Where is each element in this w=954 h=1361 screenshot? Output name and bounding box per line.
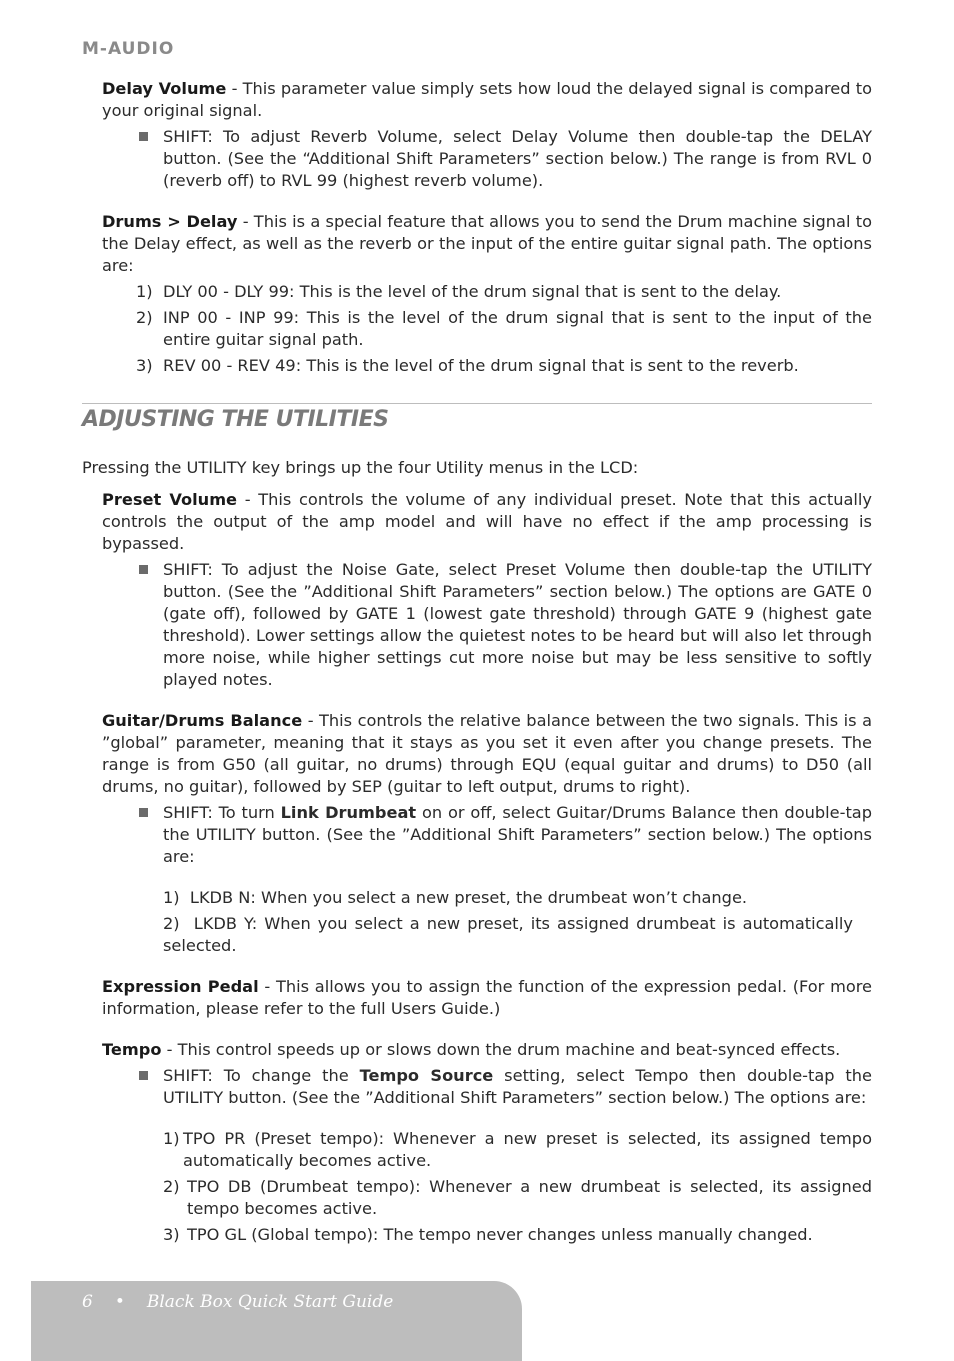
drums-delay-paragraph <box>102 211 872 277</box>
guitar-drums-paragraph <box>102 710 872 798</box>
tempo-shift-b: setting, select Tempo then double-tap the UTILITY button. (See the ”Additional Shift Parameters” section below.) The options are: <box>163 1066 872 1107</box>
list-number: 3) <box>136 356 153 375</box>
list-number: 3) <box>163 1225 180 1244</box>
list-text: REV 00 - REV 49: This is the level of the drum signal that is sent to the reverb. <box>163 356 799 375</box>
preset-volume-shift-bullet <box>163 559 872 691</box>
footer-text <box>82 1291 393 1313</box>
tempo-term: Tempo <box>102 1040 162 1059</box>
list-number: 1) <box>163 888 180 907</box>
guitar-drums-shift-bullet <box>163 802 872 868</box>
list-number: 2) <box>136 308 153 327</box>
delay-volume-shift-bullet <box>163 126 872 192</box>
list-number: 1) <box>136 282 153 301</box>
preset-volume-text: - This controls the volume of any individual preset. Note that this actually controls the output of the amp model and will have no effect if the amp processing is bypassed. <box>102 490 872 553</box>
section-divider <box>82 403 872 404</box>
square-bullet-icon <box>139 132 148 141</box>
square-bullet-icon <box>139 1071 148 1080</box>
list-number: 2) <box>163 1177 180 1196</box>
tempo-source-term: Tempo Source <box>359 1066 494 1085</box>
preset-volume-paragraph <box>102 489 872 555</box>
delay-volume-term: Delay Volume <box>102 79 227 98</box>
expression-pedal-term: Expression Pedal <box>102 977 259 996</box>
section-heading: ADJUSTING THE UTILITIES <box>82 407 389 432</box>
expression-pedal-text: - This allows you to assign the function of the expression pedal. (For more information, please refer to the full Users Guide.) <box>102 977 873 1018</box>
guitar-drums-text: - This controls the relative balance between the two signals. This is a ”global” parameter, meaning that it stays as you set it even after you change presets. The range is from G50 (all guitar, no drums) through EQU (equal guitar and drums) to D50 (all drums, no guitar), followed by SEP (guitar to left output, drums to right). <box>102 711 872 796</box>
square-bullet-icon <box>139 565 148 574</box>
tempo-shift-bullet <box>163 1065 872 1109</box>
delay-volume-shift-text: SHIFT: To adjust Reverb Volume, select Delay Volume then double-tap the DELAY button. (See the “Additional Shift Parameters” section below.) The range is from RVL 0 (reverb off) to RVL 99 (highest reverb volume). <box>163 127 872 190</box>
guide-title: Black Box Quick Start Guide <box>146 1292 394 1312</box>
drums-delay-term: Drums > Delay <box>102 212 238 231</box>
list-item <box>163 1128 872 1172</box>
expression-pedal-paragraph <box>102 976 872 1020</box>
page-content <box>0 78 954 1246</box>
list-text: TPO PR (Preset tempo): Whenever a new preset is selected, its assigned tempo automatically becomes active. <box>183 1129 872 1170</box>
list-item <box>136 281 872 303</box>
list-item <box>163 913 853 957</box>
list-text: TPO DB (Drumbeat tempo): Whenever a new drumbeat is selected, its assigned tempo becomes active. <box>187 1177 872 1218</box>
list-item <box>136 355 872 377</box>
guitar-drums-shift-b: on or off, select Guitar/Drums Balance then double-tap the UTILITY button. (See the ”Additional Shift Parameters” section below.) The options are: <box>163 803 872 866</box>
list-item <box>136 307 872 351</box>
drums-delay-text: - This is a special feature that allows you to send the Drum machine signal to the Delay effect, as well as the reverb or the input of the entire guitar signal path. The options are: <box>102 212 872 275</box>
delay-volume-paragraph <box>102 78 872 122</box>
m-audio-logo: M-AUDIO <box>82 39 175 59</box>
tempo-text: - This control speeds up or slows down the drum machine and beat-synced effects. <box>161 1040 841 1059</box>
tempo-shift-a: SHIFT: To change the <box>163 1066 360 1085</box>
list-item <box>163 1224 872 1246</box>
list-text: DLY 00 - DLY 99: This is the level of the drum signal that is sent to the delay. <box>163 282 782 301</box>
section-intro: Pressing the UTILITY key brings up the four Utility menus in the LCD: <box>82 458 639 477</box>
guitar-drums-shift-a: SHIFT: To turn <box>163 803 281 822</box>
guitar-drums-term: Guitar/Drums Balance <box>102 711 303 730</box>
preset-volume-shift-text: SHIFT: To adjust the Noise Gate, select Preset Volume then double-tap the UTILITY button. (See the ”Additional Shift Parameters” section below.) The options are GATE 0 (gate off), followed by GATE 1 (lowest gate threshold) through GATE 9 (highest gate threshold). Lower settings allow the quietest notes to be heard but will also let through more noise, while higher settings cut more noise but may be less sensitive to softly played notes. <box>163 560 872 689</box>
list-text: TPO GL (Global tempo): The tempo never changes unless manually changed. <box>187 1225 813 1244</box>
link-drumbeat-term: Link Drumbeat <box>280 803 417 822</box>
list-number: 2) <box>163 914 180 933</box>
list-text: INP 00 - INP 99: This is the level of the drum signal that is sent to the input of the entire guitar signal path. <box>163 308 872 349</box>
preset-volume-term: Preset Volume <box>102 490 238 509</box>
list-text: LKDB Y: When you select a new preset, its assigned drumbeat is automatically selected. <box>163 914 854 955</box>
tempo-paragraph <box>102 1039 872 1061</box>
page-number: 6 <box>82 1292 93 1312</box>
footer-separator: • <box>114 1292 125 1312</box>
page-footer <box>31 1281 522 1361</box>
list-text: LKDB N: When you select a new preset, the drumbeat won’t change. <box>189 888 748 907</box>
list-item <box>163 1176 872 1220</box>
list-number: 1) <box>163 1129 180 1148</box>
list-item <box>163 887 853 909</box>
delay-volume-text: - This parameter value simply sets how loud the delayed signal is compared to your original signal. <box>102 79 872 120</box>
square-bullet-icon <box>139 808 148 817</box>
